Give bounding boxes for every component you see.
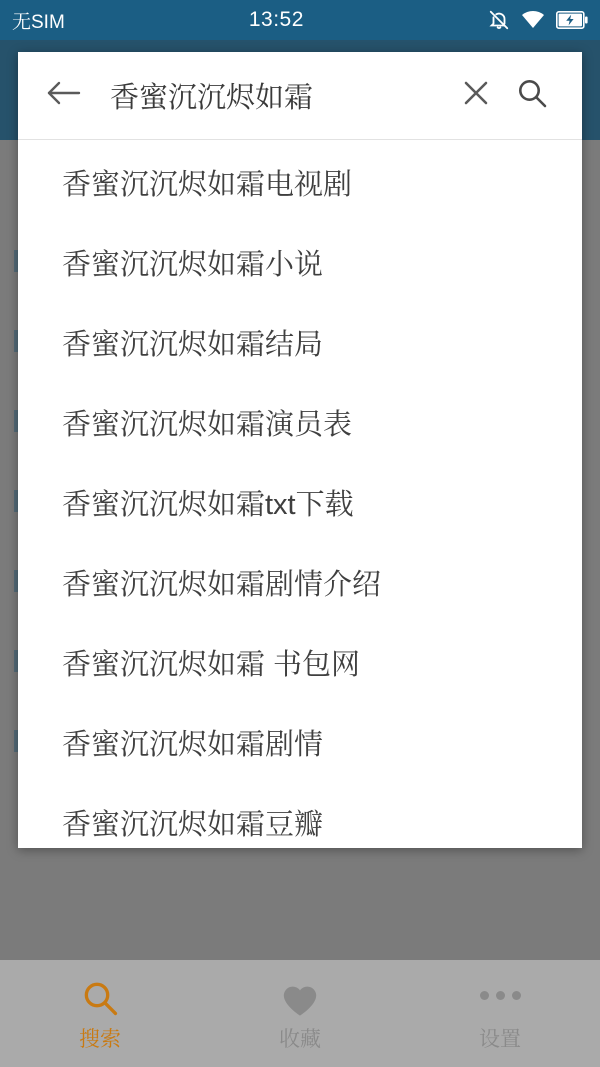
list-item[interactable]: 香蜜沉沉烬如霜剧情介绍 xyxy=(62,568,382,601)
back-arrow-icon xyxy=(46,78,82,113)
search-icon xyxy=(81,975,119,1017)
suggestion-list xyxy=(18,140,582,848)
tab-settings[interactable] xyxy=(400,960,600,1067)
search-bar xyxy=(18,52,582,140)
list-item[interactable]: 香蜜沉沉烬如霜txt下载 xyxy=(62,488,354,521)
bell-off-icon xyxy=(488,9,510,31)
status-bar xyxy=(0,0,600,40)
carrier-label: 无SIM xyxy=(12,11,65,33)
tab-label-search: 搜索 xyxy=(79,1027,121,1051)
clock-label: 13:52 xyxy=(248,8,304,31)
wifi-icon xyxy=(521,10,545,30)
search-input[interactable]: 香蜜沉沉烬如霜 xyxy=(110,82,314,114)
list-item[interactable]: 香蜜沉沉烬如霜结局 xyxy=(62,328,324,361)
list-item[interactable]: 香蜜沉沉烬如霜 书包网 xyxy=(62,648,361,681)
search-suggestion-overlay xyxy=(18,52,582,848)
status-icons xyxy=(488,9,588,31)
list-item[interactable]: 香蜜沉沉烬如霜小说 xyxy=(62,248,324,281)
list-item[interactable]: 香蜜沉沉烬如霜电视剧 xyxy=(62,168,353,201)
list-item[interactable]: 香蜜沉沉烬如霜演员表 xyxy=(62,408,353,441)
tab-label-favorites: 收藏 xyxy=(279,1027,321,1051)
clear-search-button[interactable] xyxy=(448,68,504,124)
search-icon xyxy=(516,77,548,114)
bottom-tab-bar xyxy=(0,960,600,1067)
list-item[interactable]: 香蜜沉沉烬如霜剧情 xyxy=(62,728,324,761)
heart-icon xyxy=(281,975,319,1017)
close-icon xyxy=(461,78,491,113)
tab-search[interactable] xyxy=(0,960,200,1067)
back-button[interactable] xyxy=(36,68,92,124)
tab-favorites[interactable] xyxy=(200,960,400,1067)
more-dots-icon xyxy=(480,975,521,1017)
list-item[interactable]: 香蜜沉沉烬如霜豆瓣 xyxy=(62,808,324,841)
tab-label-settings: 设置 xyxy=(479,1027,521,1051)
battery-charging-icon xyxy=(556,11,588,29)
submit-search-button[interactable] xyxy=(504,68,560,124)
